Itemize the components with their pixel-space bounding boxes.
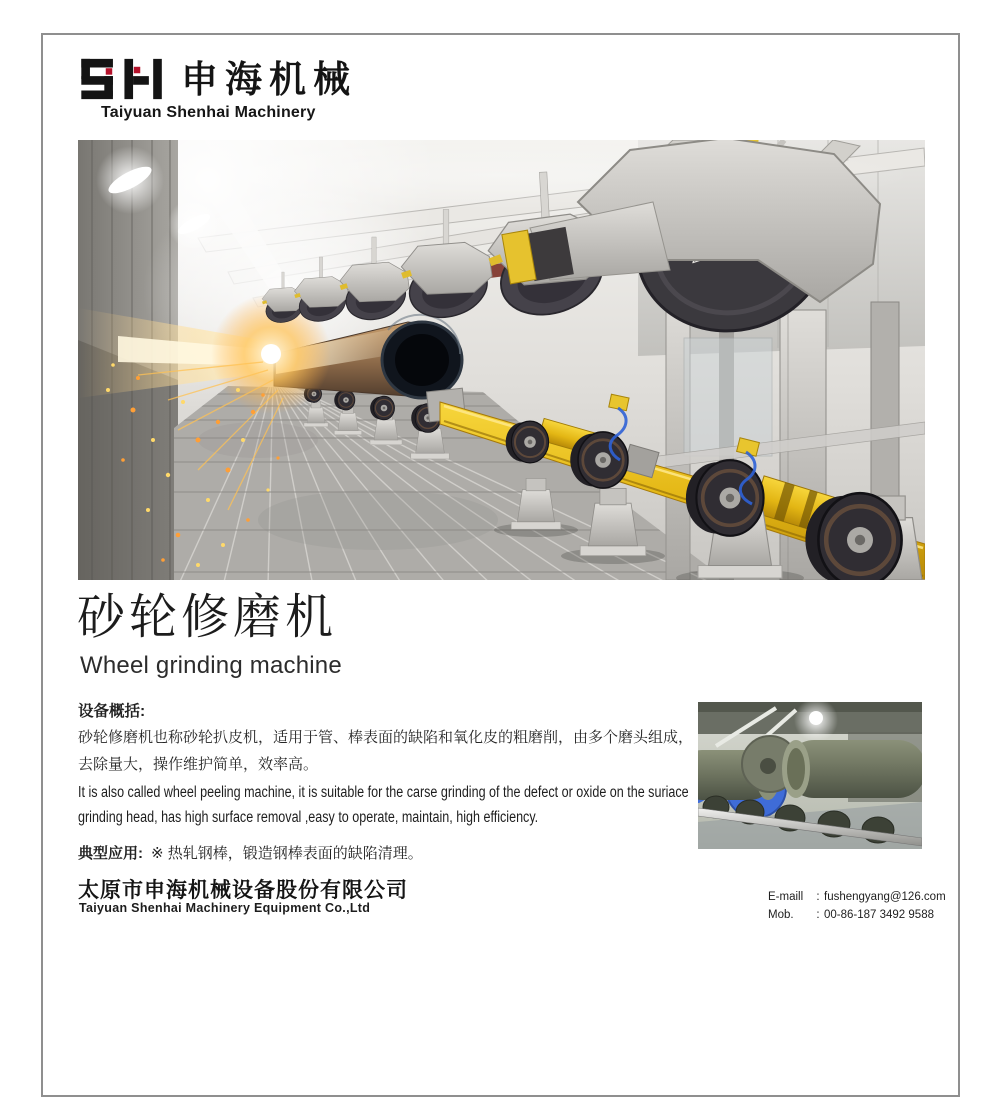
company-name-en: Taiyuan Shenhai Machinery Equipment Co.,Ltd bbox=[79, 901, 371, 915]
company-logo bbox=[75, 56, 395, 122]
logo-company-name-en: Taiyuan Shenhai Machinery bbox=[101, 104, 316, 121]
email-separator: : bbox=[816, 891, 820, 903]
main-photo-illustration bbox=[78, 140, 925, 580]
contact-info bbox=[768, 888, 946, 924]
description-cn: 砂轮修磨机也称砂轮扒皮机，适用于管、棒表面的缺陷和氧化皮的粗磨削，由多个磨头组成，去除量大，操作维护简单，效率高。 bbox=[78, 729, 694, 773]
overview-label: 设备概括: bbox=[78, 703, 146, 720]
product-title-cn: 砂轮修磨机 bbox=[77, 591, 338, 644]
mobile-label: Mob. bbox=[768, 909, 794, 921]
logo-sh-monogram-icon bbox=[75, 56, 171, 102]
typical-application bbox=[78, 842, 423, 863]
mobile-separator: : bbox=[816, 909, 820, 921]
typical-application-label: 典型应用: bbox=[78, 845, 143, 862]
detail-photo-illustration bbox=[698, 702, 922, 849]
detail-photo bbox=[698, 702, 922, 849]
logo-company-name-cn: 申海机械 bbox=[181, 59, 357, 100]
email-value: fushengyang@126.com bbox=[824, 891, 946, 903]
typical-application-text: ※ 热轧钢棒，锻造钢棒表面的缺陷清理。 bbox=[151, 845, 423, 862]
contact-mobile-row bbox=[768, 906, 946, 924]
main-photo bbox=[78, 140, 925, 580]
description-en: It is also called wheel peeling machine, it is suitable for the carse grinding of the defect or oxide on the suriace grinding head, has high surface removal ,easy to operate, maintain, high efficiency. bbox=[78, 784, 689, 826]
company-name-cn: 太原市申海机械设备股份有限公司 bbox=[78, 879, 408, 902]
email-label: E-maill bbox=[768, 891, 804, 903]
mobile-value: 00-86-187 3492 9588 bbox=[824, 909, 934, 921]
contact-email-row bbox=[768, 888, 946, 906]
product-title-en: Wheel grinding machine bbox=[80, 652, 342, 679]
